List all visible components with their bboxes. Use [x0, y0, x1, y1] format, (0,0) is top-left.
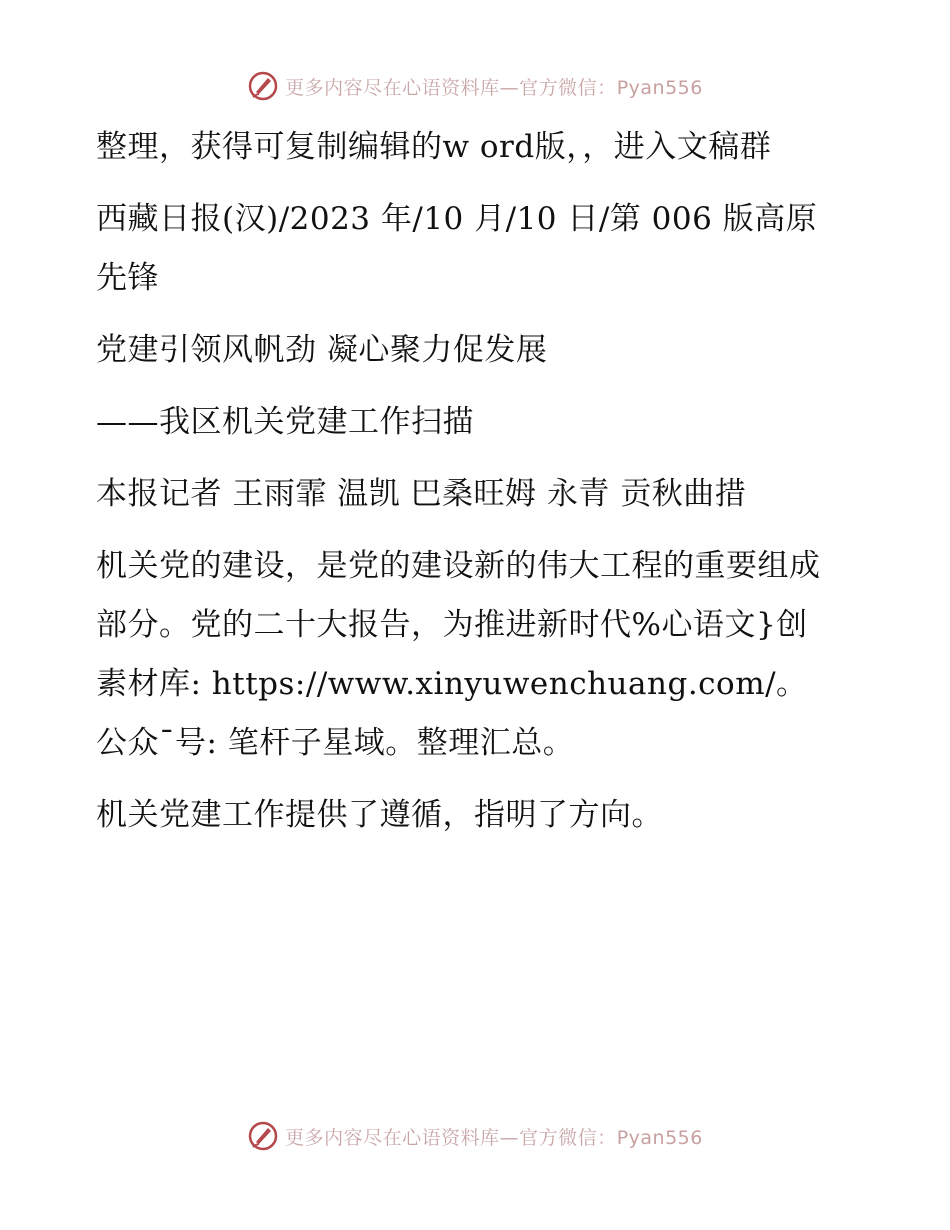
paragraph-source-line: 西藏日报(汉)/2023 年/10 月/10 日/第 006 版高原先锋 [96, 201, 818, 296]
article-headline: 党建引领风帆劲 凝心聚力促发展 [96, 332, 548, 368]
quill-seal-icon [247, 1120, 279, 1152]
quill-seal-icon [247, 70, 279, 102]
article-subheadline: ——我区机关党建工作扫描 [96, 404, 474, 440]
watermark-wechat-label: 官方微信： [519, 76, 617, 99]
watermark-slogan: 更多内容尽在心语资料库 [285, 1126, 500, 1149]
paragraph-body-2: 机关党建工作提供了遵循，指明了方向。 [96, 797, 663, 833]
watermark-header [0, 70, 950, 102]
article-byline: 本报记者 王雨霏 温凯 巴桑旺姆 永青 贡秋曲措 [96, 476, 747, 512]
watermark-separator: — [499, 76, 520, 99]
watermark-wechat-id: Pyan556 [616, 1126, 703, 1149]
document-body [96, 118, 831, 858]
watermark-footer [0, 1120, 950, 1152]
watermark-separator: — [499, 1126, 520, 1149]
watermark-wechat-label: 官方微信： [519, 1126, 617, 1149]
watermark-wechat-id: Pyan556 [616, 76, 703, 99]
paragraph-body-1: 机关党的建设，是党的建设新的伟大工程的重要组成部分。党的二十大报告，为推进新时代%心语文}创素材库: https://www.xinyuwenchuang.com/。公众¯号: 笔杆子星域。整理汇总。 [96, 548, 821, 761]
watermark-slogan: 更多内容尽在心语资料库 [285, 76, 500, 99]
paragraph-intro-note: 整理，获得可复制编辑的w ord版，，进入文稿群 [96, 129, 772, 165]
